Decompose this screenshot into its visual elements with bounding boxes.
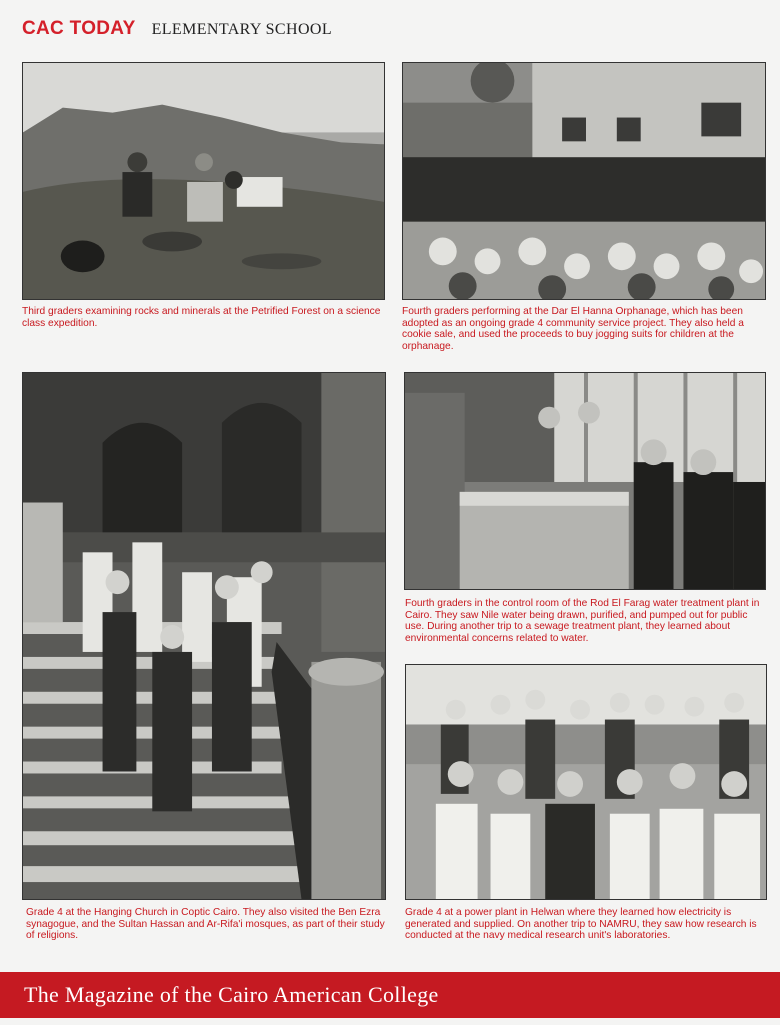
magazine-brand: CAC TODAY (22, 18, 136, 39)
caption-power-plant: Grade 4 at a power plant in Helwan where they learned how electricity is generated and supplied. On another trip to NAMRU, they saw how research is conducted at the navy medical research unit's laboratories. (405, 907, 757, 942)
photo-orphanage (402, 62, 766, 300)
caption-water-treatment: Fourth graders in the control room of the Rod El Farag water treatment plant in Cairo. They saw Nile water being drawn, purified, and pumped out for public use. During another trip to a sewage treatment plant, they learned about environmental concerns related to water. (405, 598, 760, 644)
caption-hanging-church: Grade 4 at the Hanging Church in Coptic Cairo. They also visited the Ben Ezra synagogue, and the Sultan Hassan and Ar-Rifa'i mosques, as part of their study of religions. (26, 907, 385, 942)
magazine-title: The Magazine of the Cairo American College (24, 982, 439, 1007)
caption-petrified-forest: Third graders examining rocks and minerals at the Petrified Forest on a science class expedition. (22, 306, 381, 329)
photo-power-plant (405, 664, 767, 900)
magazine-footer-band (0, 972, 780, 1018)
section-title: ELEMENTARY SCHOOL (151, 21, 333, 38)
photo-petrified-forest (22, 62, 385, 300)
photo-water-treatment (404, 372, 766, 590)
photo-hanging-church (22, 372, 386, 900)
page-header (22, 18, 332, 44)
caption-orphanage: Fourth graders performing at the Dar El Hanna Orphanage, which has been adopted as an ongoing grade 4 community service project. They also held a cookie sale, and used the proceeds to buy jogging suits for children at the orphanage. (402, 306, 744, 352)
